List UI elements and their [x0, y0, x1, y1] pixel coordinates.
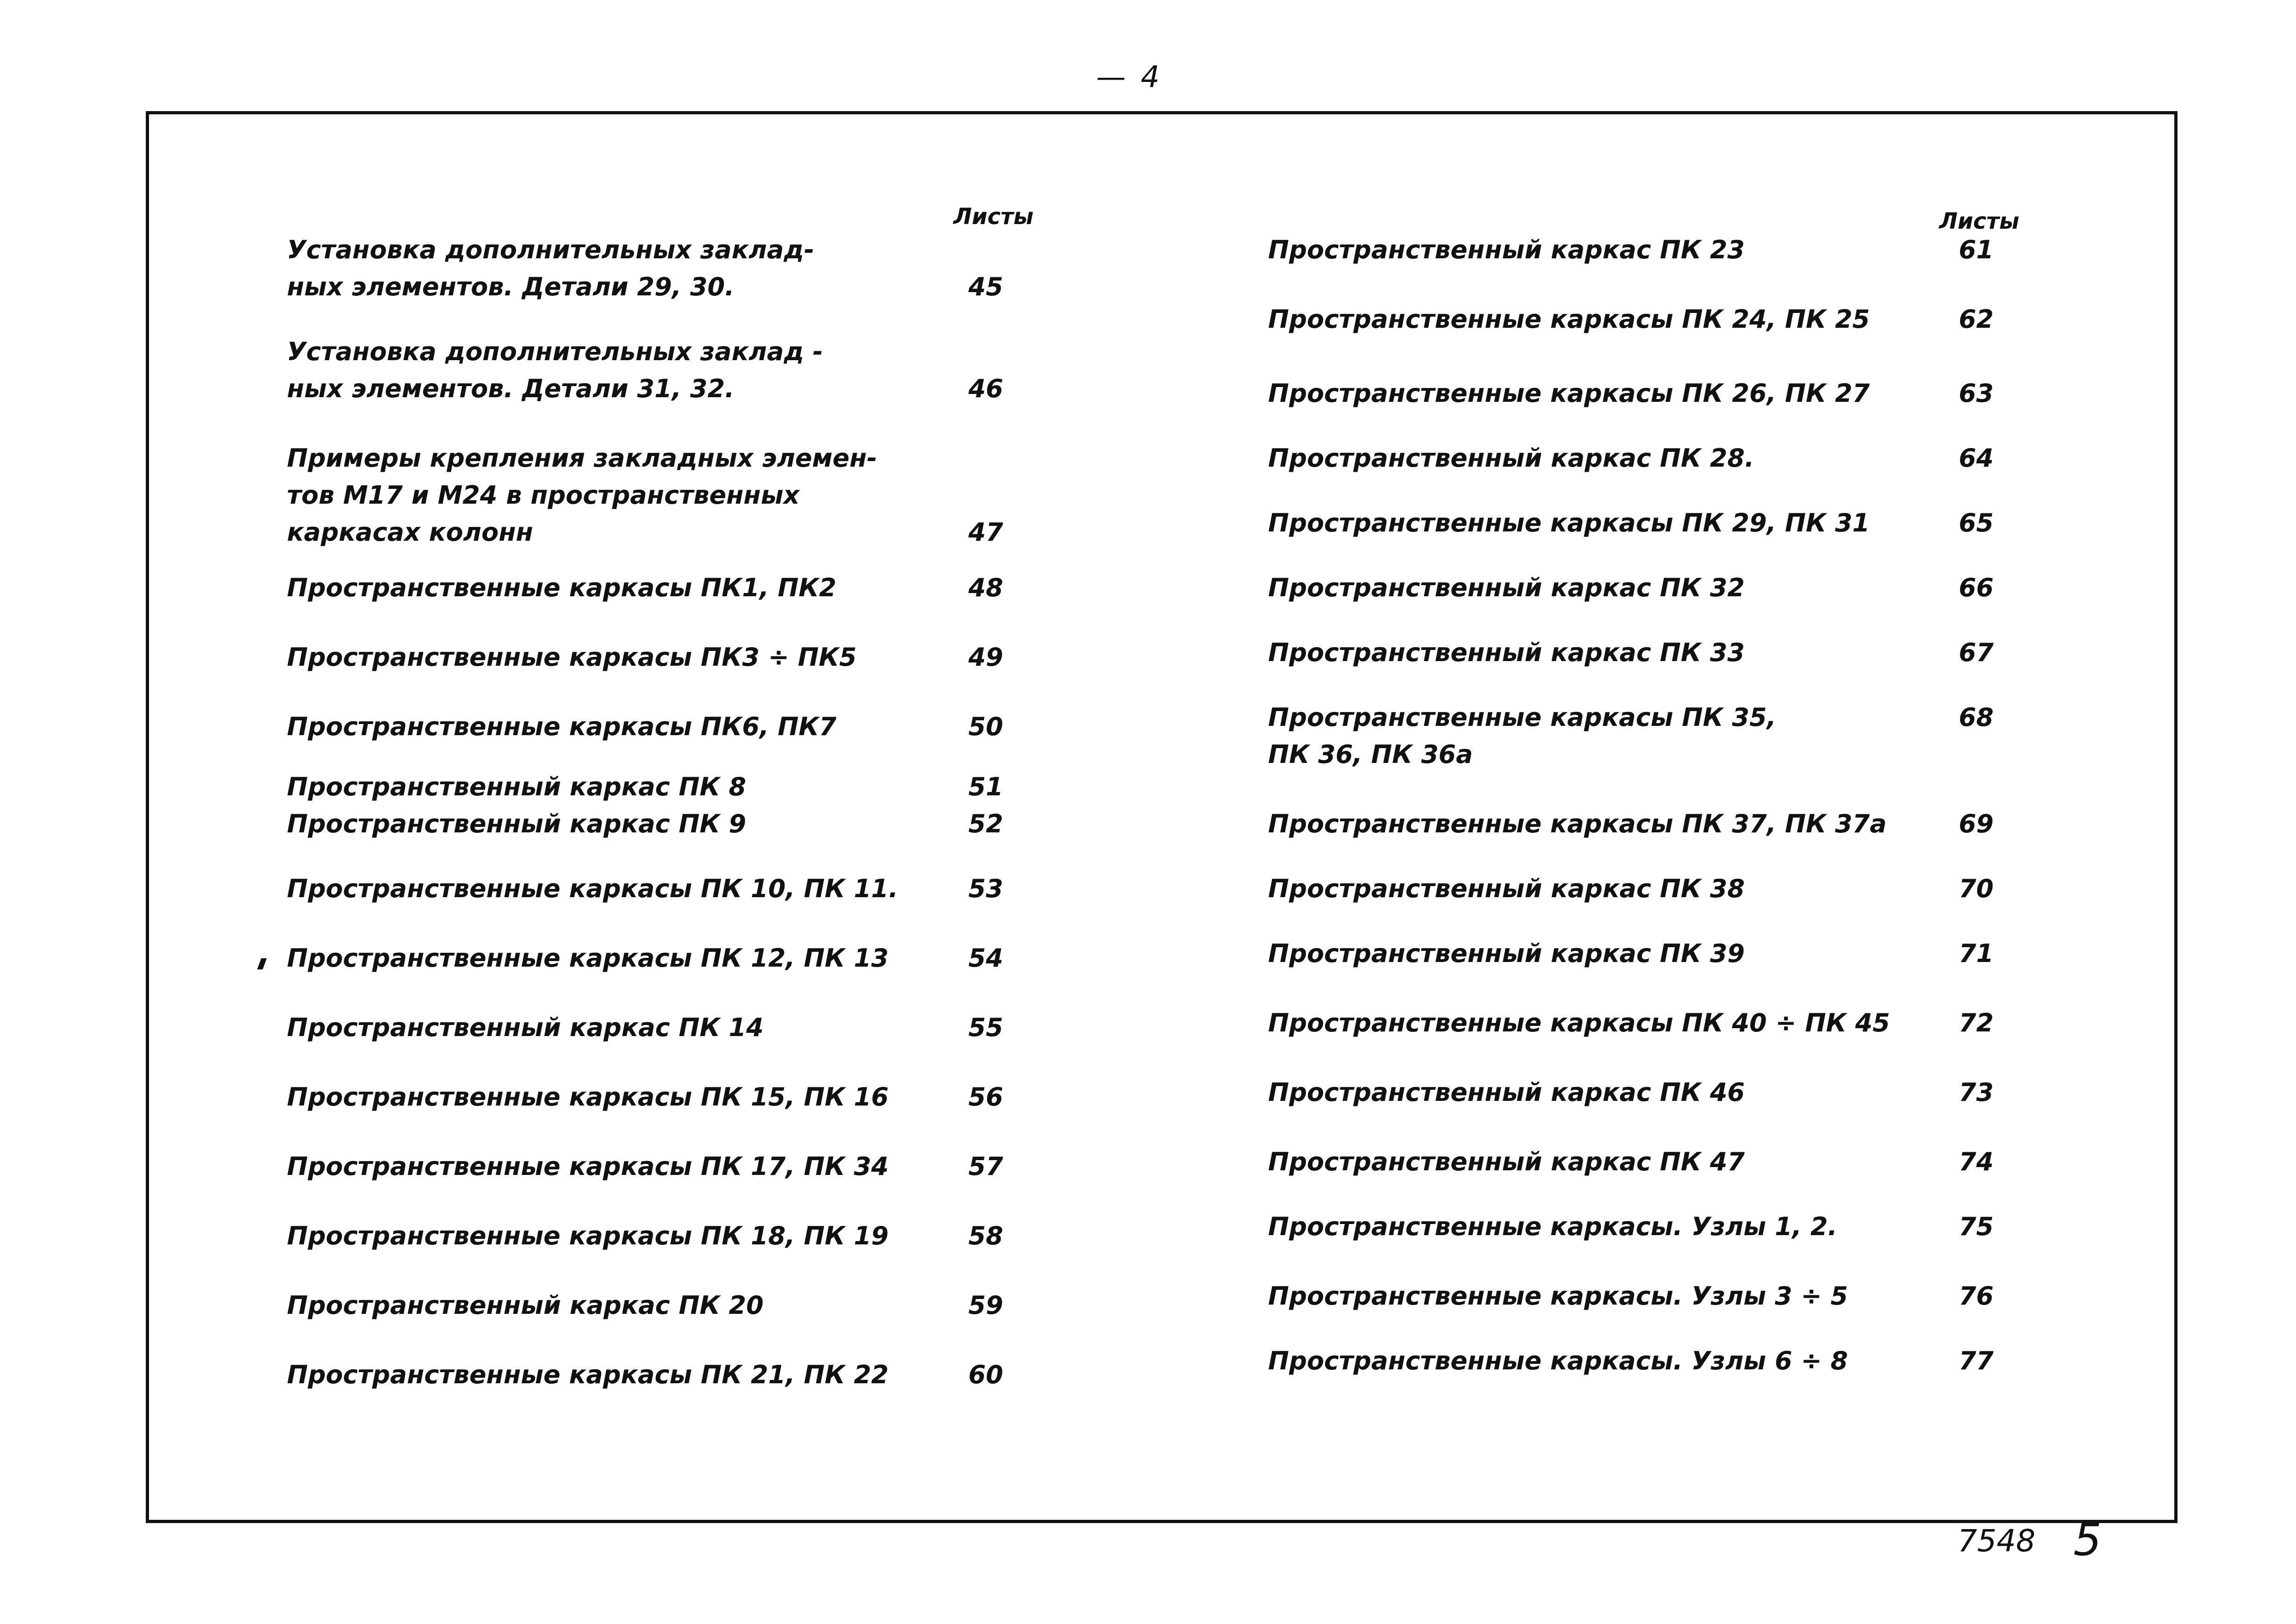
right-entry-title: ПК 36, ПК 36а	[1268, 740, 1473, 769]
right-entry-sheet: 73	[1959, 1078, 1994, 1107]
right-entry-sheet: 64	[1959, 443, 1994, 473]
left-entry-sheet: 45	[968, 272, 1003, 301]
right-sheets-header: Листы	[1939, 208, 2020, 234]
left-entry-title: Пространственные каркасы ПК1, ПК2	[287, 573, 837, 602]
right-entry-sheet: 63	[1959, 379, 1994, 408]
left-entry-sheet: 46	[968, 374, 1003, 403]
right-entry-sheet: 65	[1959, 508, 1994, 537]
right-entry-title: Пространственные каркасы. Узлы 6 ÷ 8	[1268, 1346, 1848, 1375]
right-entry-title: Пространственные каркасы ПК 29, ПК 31	[1268, 508, 1870, 537]
left-entry-sheet: 48	[968, 573, 1003, 602]
right-entry-sheet: 77	[1959, 1346, 1994, 1375]
right-entry-title: Пространственный каркас ПК 39	[1268, 939, 1745, 968]
left-entry-title: Пространственные каркасы ПК 15, ПК 16	[287, 1082, 889, 1112]
right-entry-sheet: 67	[1959, 638, 1994, 667]
right-entry-sheet: 69	[1959, 809, 1994, 838]
left-entry-title: Пространственные каркасы ПК 10, ПК 11.	[287, 874, 898, 903]
left-entry-title: Пространственный каркас ПК 14	[287, 1013, 764, 1042]
left-entry-sheet: 56	[968, 1082, 1003, 1112]
right-entry-title: Пространственные каркасы. Узлы 3 ÷ 5	[1268, 1281, 1848, 1311]
left-entry-title: каркасах колонн	[287, 518, 533, 547]
right-entry-title: Пространственные каркасы. Узлы 1, 2.	[1268, 1212, 1837, 1241]
left-entry-sheet: 47	[968, 518, 1003, 547]
left-sheets-header: Листы	[953, 204, 1034, 230]
right-entry-sheet: 76	[1959, 1281, 1994, 1311]
left-entry-title: Пространственный каркас ПК 8	[287, 772, 747, 801]
right-entry-sheet: 74	[1959, 1147, 1994, 1176]
left-entry-sheet: 51	[968, 772, 1003, 801]
right-entry-title: Пространственный каркас ПК 33	[1268, 638, 1745, 667]
left-entry-sheet: 59	[968, 1291, 1003, 1320]
left-entry-sheet: 60	[968, 1360, 1003, 1389]
right-entry-title: Пространственные каркасы ПК 24, ПК 25	[1268, 305, 1870, 334]
left-entry-title: Пространственный каркас ПК 9	[287, 809, 747, 838]
left-entry-sheet: 58	[968, 1221, 1003, 1250]
left-entry-sheet: 54	[968, 943, 1003, 973]
right-entry-title: Пространственные каркасы ПК 40 ÷ ПК 45	[1268, 1008, 1890, 1037]
left-entry-title: Примеры крепления закладных элемен-	[287, 443, 877, 473]
left-entry-sheet: 49	[968, 643, 1003, 672]
sheet-number: 5	[2073, 1514, 2102, 1566]
right-entry-title: Пространственные каркасы ПК 26, ПК 27	[1268, 379, 1870, 408]
right-entry-sheet: 70	[1959, 874, 1994, 903]
left-entry-sheet: 52	[968, 809, 1003, 838]
right-entry-title: Пространственные каркасы ПК 35,	[1268, 703, 1776, 732]
left-entry-title: ных элементов. Детали 31, 32.	[287, 374, 734, 403]
right-entry-sheet: 72	[1959, 1008, 1994, 1037]
left-entry-title: Пространственные каркасы ПК 17, ПК 34	[287, 1152, 889, 1181]
left-entry-sheet: 50	[968, 712, 1003, 741]
left-entry-sheet: 55	[968, 1013, 1003, 1042]
right-entry-title: Пространственный каркас ПК 38	[1268, 874, 1745, 903]
right-entry-title: Пространственные каркасы ПК 37, ПК 37а	[1268, 809, 1887, 838]
right-entry-title: Пространственный каркас ПК 23	[1268, 235, 1745, 264]
right-entry-title: Пространственный каркас ПК 47	[1268, 1147, 1745, 1176]
left-entry-title: ных элементов. Детали 29, 30.	[287, 272, 734, 301]
right-entry-sheet: 66	[1959, 573, 1994, 602]
left-entry-title: Установка дополнительных заклад-	[287, 235, 815, 264]
right-entry-sheet: 62	[1959, 305, 1994, 334]
right-entry-sheet: 68	[1959, 703, 1994, 732]
right-entry-title: Пространственный каркас ПК 46	[1268, 1078, 1745, 1107]
left-entry-title: тов М17 и М24 в пространственных	[287, 481, 800, 510]
page-number: — 4 —	[1096, 60, 1163, 129]
right-entry-sheet: 71	[1959, 939, 1994, 968]
left-entry-title: Пространственные каркасы ПК 12, ПК 13	[287, 943, 889, 973]
right-entry-title: Пространственный каркас ПК 28.	[1268, 443, 1755, 473]
left-entry-title: Установка дополнительных заклад -	[287, 337, 823, 366]
right-entry-sheet: 75	[1959, 1212, 1994, 1241]
right-entry-title: Пространственный каркас ПК 32	[1268, 573, 1745, 602]
left-entry-sheet: 57	[968, 1152, 1003, 1181]
left-entry-title: Пространственные каркасы ПК 21, ПК 22	[287, 1360, 889, 1389]
left-entry-title: Пространственные каркасы ПК3 ÷ ПК5	[287, 643, 857, 672]
left-entry-sheet: 53	[968, 874, 1003, 903]
document-number: 7548	[1958, 1523, 2035, 1559]
right-entry-sheet: 61	[1959, 235, 1994, 264]
left-entry-title: Пространственные каркасы ПК6, ПК7	[287, 712, 837, 741]
left-entry-title: Пространственные каркасы ПК 18, ПК 19	[287, 1221, 889, 1250]
left-entry-title: Пространственный каркас ПК 20	[287, 1291, 764, 1320]
